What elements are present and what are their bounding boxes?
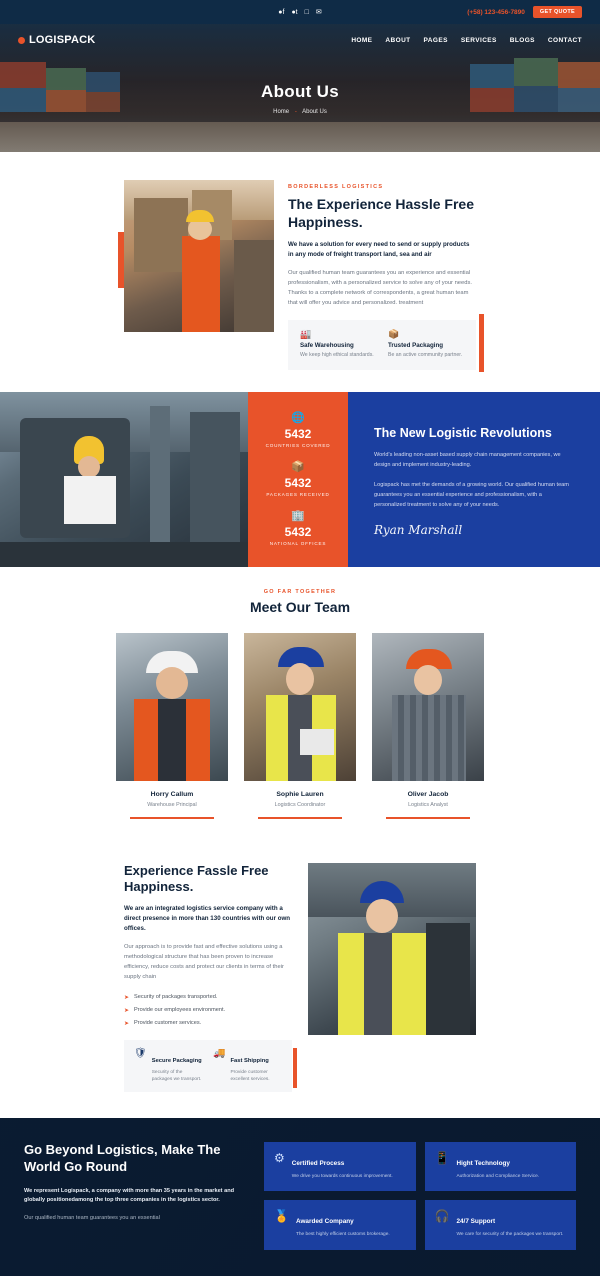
cta-text <box>24 1142 244 1250</box>
globe-icon: 🌐 <box>291 412 305 425</box>
shield-icon: 🛡 <box>134 1047 147 1059</box>
feature-title: Fast Shipping <box>230 1057 269 1064</box>
phone-number[interactable]: (+58) 123-456-7890 <box>467 8 525 16</box>
card-title: Hight Technology <box>456 1159 510 1167</box>
fassle-section <box>0 849 600 1118</box>
card-title: Awarded Company <box>295 1218 354 1226</box>
cta-card[interactable] <box>425 1142 577 1191</box>
warehouse-icon: 🏭 <box>300 329 312 340</box>
stats-heading: The New Logistic Revolutions <box>374 426 552 441</box>
member-role: Logistics Analyst <box>408 802 448 809</box>
cta-card[interactable] <box>264 1142 416 1191</box>
logo-text: LOGISPACK <box>29 34 96 46</box>
cta-card[interactable] <box>425 1200 577 1249</box>
nav-item-home[interactable]: HOME <box>351 36 373 44</box>
stat-label: COUNTRIES COVERED <box>265 443 331 449</box>
check-icon: ➤ <box>124 1007 130 1014</box>
member-photo <box>244 633 356 781</box>
feature-title: Trusted Packaging <box>388 342 444 350</box>
experience-image-wrap <box>124 180 274 332</box>
feature-subtitle: Security of the packages we transport. <box>151 1069 202 1082</box>
team-member[interactable] <box>244 633 356 819</box>
stat-value: 5432 <box>284 525 312 540</box>
breadcrumb <box>0 109 600 115</box>
stat-value: 5432 <box>284 427 312 442</box>
nav-menu <box>351 37 582 44</box>
card-subtitle: We drive you towards continuous improvement. <box>291 1173 393 1179</box>
feature-box <box>288 320 476 370</box>
member-name: Oliver Jacob <box>407 791 449 799</box>
stats-text-panel <box>348 392 600 567</box>
breadcrumb-separator: - <box>294 109 297 115</box>
bullet-item <box>124 1007 292 1014</box>
nav-item-about[interactable]: ABOUT <box>385 36 411 44</box>
card-title: Certified Process <box>291 1159 345 1167</box>
bullet-item <box>124 994 292 1001</box>
member-name: Horry Callum <box>150 791 194 799</box>
member-rule <box>130 817 214 819</box>
support-icon: 🎧 <box>434 1209 450 1224</box>
team-heading: Meet Our Team <box>249 599 351 616</box>
card-title: 24/7 Support <box>456 1218 496 1226</box>
main-navigation <box>0 24 600 56</box>
stats-section <box>0 392 600 567</box>
member-name: Sophie Lauren <box>276 791 324 799</box>
fassle-image-wrap <box>308 863 476 1092</box>
stat-label: NATIONAL OFFICES <box>269 541 327 547</box>
cta-cards <box>264 1142 576 1250</box>
site-logo[interactable] <box>18 34 95 46</box>
twitter-icon[interactable]: ●t <box>291 8 298 16</box>
social-links <box>278 9 321 16</box>
fassle-text <box>124 863 292 1092</box>
card-subtitle: Authorization and Compliance Service. <box>456 1173 540 1179</box>
bullet-text: Provide customer services. <box>134 1020 202 1027</box>
breadcrumb-home[interactable]: Home <box>273 109 290 115</box>
logo-dot-icon <box>18 37 25 44</box>
hero-content <box>0 82 600 115</box>
feature-subtitle: We keep high ethical standards. <box>300 352 374 359</box>
stats-paragraph-1: World's leading non-asset based supply chain management companies, we design and implement industry-leading. <box>374 452 561 469</box>
facebook-icon[interactable]: ●f <box>278 8 285 16</box>
instagram-icon[interactable]: □ <box>304 8 309 16</box>
member-rule <box>258 817 342 819</box>
box-icon: 📦 <box>291 461 305 474</box>
get-quote-button[interactable]: GET QUOTE <box>533 6 582 18</box>
feature-item[interactable] <box>134 1049 203 1083</box>
feature-subtitle: Be an active community partner. <box>388 352 463 359</box>
award-icon: 🏅 <box>274 1209 289 1224</box>
worker-tablet-photo <box>308 863 476 1035</box>
feature-title: Safe Warehousing <box>300 342 354 350</box>
cta-paragraph: Our qualified human team guarantees you an essential <box>24 1215 160 1222</box>
stats-paragraph-2: Logispack has met the demands of a growing world. Our qualified human team guarantees you an essential experience and professionalism, with a personalized treatment to solve any of your needs. <box>374 482 569 509</box>
section-eyebrow: BORDERLESS LOGISTICS <box>288 184 384 190</box>
fassle-feature-box <box>124 1040 292 1092</box>
team-member[interactable] <box>116 633 228 819</box>
check-icon: ➤ <box>124 994 130 1001</box>
feature-item[interactable] <box>213 1049 282 1083</box>
check-icon: ➤ <box>124 1020 130 1027</box>
feature-item[interactable] <box>300 330 376 360</box>
stat-value: 5432 <box>284 476 312 491</box>
member-photo <box>372 633 484 781</box>
feature-item[interactable] <box>388 330 464 360</box>
office-icon: 🏢 <box>291 510 305 523</box>
fassle-bullets <box>124 994 292 1027</box>
nav-item-blogs[interactable]: BLOGS <box>509 36 535 44</box>
certificate-icon: ⚙ <box>274 1150 285 1165</box>
section-paragraph: Our qualified human team guarantees you an experience and essential professionalism, with a personalized service to solve any of your needs. Thanks to a complete network of correspondents, a great human team that will offer you advice and personalized. treatment <box>288 269 472 307</box>
cta-heading: Go Beyond Logistics, Make The World Go Round <box>24 1141 221 1174</box>
nav-item-services[interactable]: SERVICES <box>460 36 497 44</box>
feature-subtitle: Provide customer excellent services. <box>230 1069 270 1082</box>
experience-text <box>288 180 476 370</box>
member-role: Warehouse Principal <box>147 802 197 809</box>
feature-title: Secure Packaging <box>151 1057 202 1064</box>
nav-item-pages[interactable]: PAGES <box>423 36 448 44</box>
team-list <box>0 633 600 819</box>
member-rule <box>386 817 470 819</box>
fassle-paragraph: Our approach is to provide fast and effective solutions using a methodological structure that has been proven to increase efficiency, reduce costs and protect our clients in terms of their supply chain <box>124 943 284 981</box>
team-section <box>0 567 600 849</box>
bullet-text: Security of packages transported. <box>134 994 218 1001</box>
fassle-lead: We are an integrated logistics service company with a direct presence in more than 130 countries with our own offices. <box>124 905 291 933</box>
card-subtitle: We care for security of the packages we transport. <box>456 1232 564 1238</box>
package-icon: 📦 <box>388 329 400 340</box>
stat-item <box>266 413 331 448</box>
nav-item-contact[interactable]: CONTACT <box>547 36 582 44</box>
breadcrumb-current: About Us <box>302 109 327 115</box>
team-member[interactable] <box>372 633 484 819</box>
section-lead: We have a solution for every need to send or supply products in any mode of freight transport land, sea and air <box>288 241 470 258</box>
stat-label: PACKAGES RECEIVED <box>266 492 330 498</box>
hero-banner <box>0 24 600 152</box>
stat-item <box>266 462 329 497</box>
cta-lead: We represent Logispack, a company with more than 35 years in the market and globally positionedamong the top three companies in the logistics sector. <box>24 1187 235 1204</box>
section-heading: The Experience Hassle Free Happiness. <box>288 196 474 230</box>
bullet-item <box>124 1020 292 1027</box>
experience-section <box>0 152 600 392</box>
signature: Ryan Marshall <box>374 522 463 537</box>
forklift-driver-photo <box>0 392 248 567</box>
team-eyebrow: GO FAR TOGETHER <box>263 589 337 596</box>
accent-bar <box>118 232 124 288</box>
truck-icon: 🚚 <box>213 1047 226 1059</box>
stat-item <box>270 511 326 546</box>
cta-card[interactable] <box>264 1200 416 1249</box>
stats-column <box>248 392 348 567</box>
cta-section <box>0 1118 600 1276</box>
page-title: About Us <box>261 82 339 101</box>
top-bar <box>0 0 600 24</box>
fassle-heading: Experience Fassle Free Happiness. <box>124 862 269 894</box>
member-photo <box>116 633 228 781</box>
tech-icon: 📱 <box>434 1150 450 1165</box>
top-bar-right <box>467 0 582 24</box>
bullet-text: Provide our employees environment. <box>134 1007 226 1014</box>
email-icon[interactable]: ✉ <box>315 8 322 16</box>
warehouse-worker-photo <box>124 180 274 332</box>
member-role: Logistics Coordinator <box>274 802 326 809</box>
card-subtitle: The best highly efficient customs brokerage. <box>295 1232 390 1238</box>
